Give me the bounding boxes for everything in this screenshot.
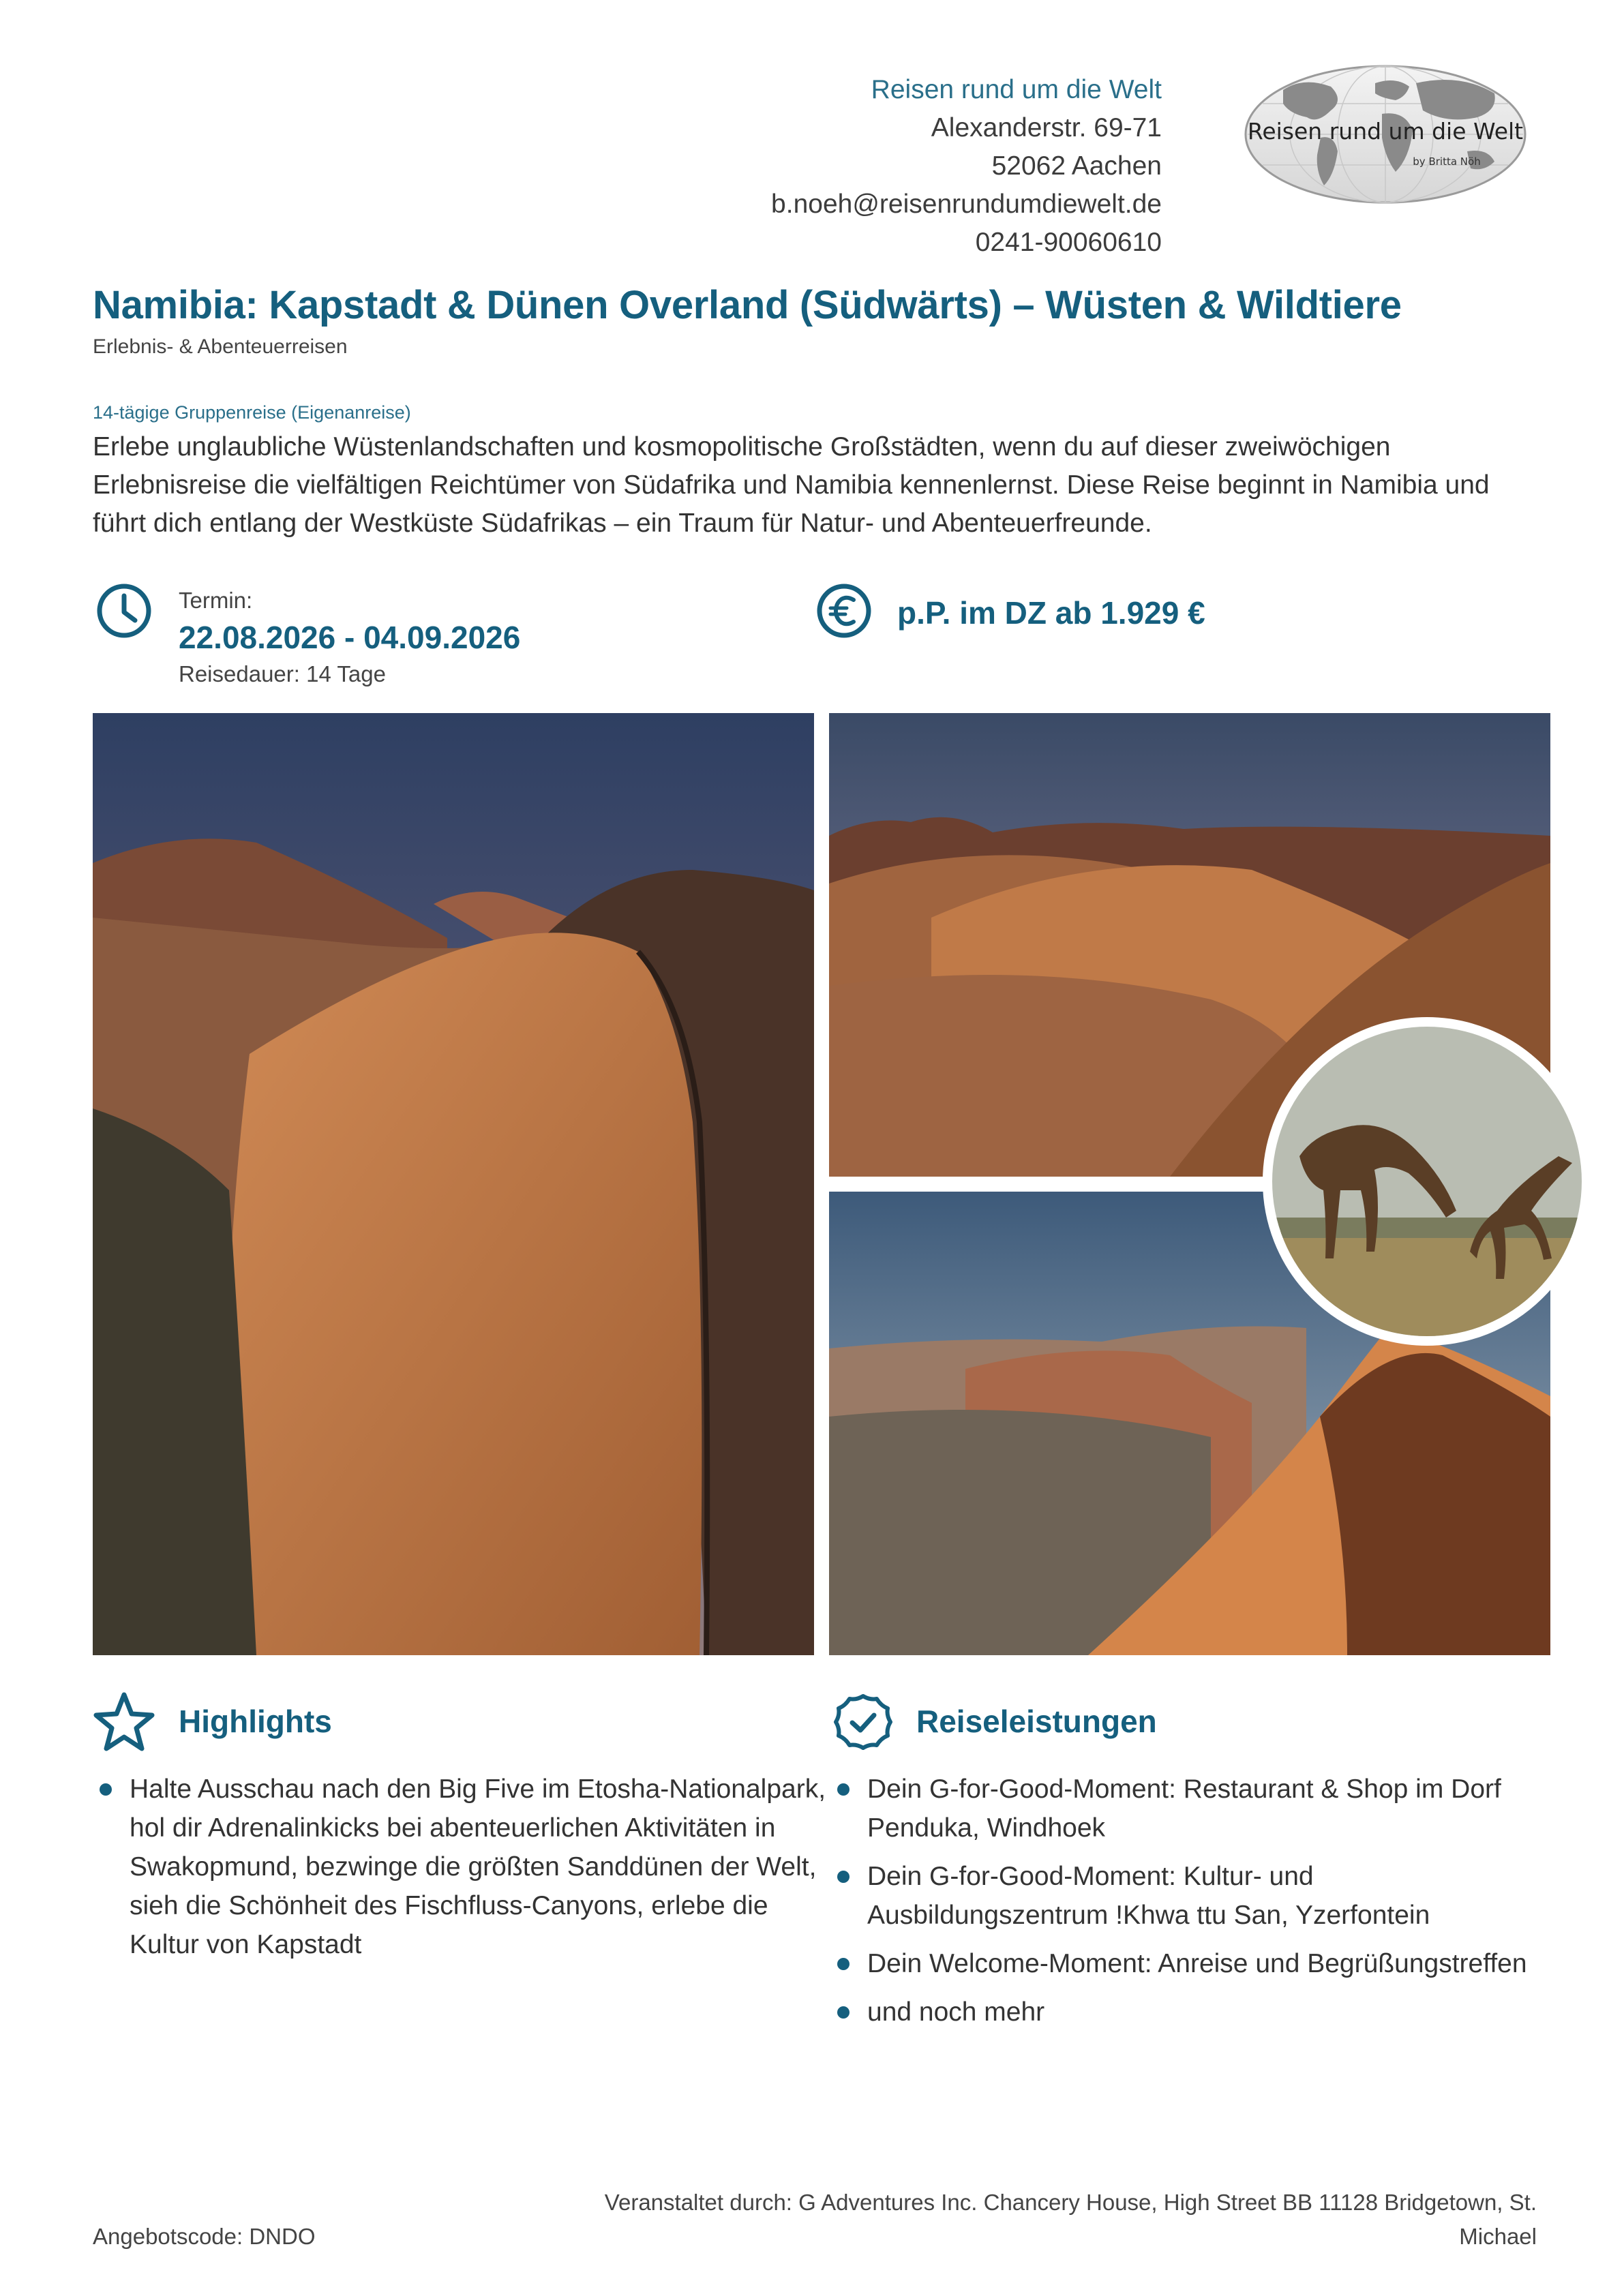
- city-address: 52062 Aachen: [991, 151, 1162, 181]
- logo-text: Reisen rund um die Welt: [1247, 118, 1524, 145]
- star-icon: [91, 1689, 157, 1755]
- termin-label: Termin:: [179, 588, 253, 613]
- trip-duration: Reisedauer: 14 Tage: [179, 661, 386, 686]
- company-logo: [1242, 63, 1529, 206]
- contact-block: [771, 71, 1162, 262]
- trip-category: Erlebnis- & Abenteuerreisen: [93, 335, 348, 358]
- euro-icon: [815, 582, 873, 639]
- trip-title: Namibia: Kapstadt & Dünen Overland (Südwärts) – Wüsten & Wildtiere: [93, 283, 1402, 327]
- giraffe-photo-circle: [1263, 1017, 1591, 1346]
- termin-dates: 22.08.2026 - 04.09.2026: [179, 620, 521, 655]
- dune-photo-large: [93, 713, 814, 1655]
- price-text: p.P. im DZ ab 1.929 €: [897, 595, 1205, 631]
- list-item: Dein G-for-Good-Moment: Kultur- und Ausbildungszentrum !Khwa ttu San, Yzerfontein: [830, 1857, 1553, 1935]
- list-item: und noch mehr: [830, 1993, 1553, 2031]
- logo-subtext: by Britta Nöh: [1413, 155, 1481, 168]
- list-item: Halte Ausschau nach den Big Five im Etosha-Nationalpark, hol dir Adrenalinkicks bei abenteuerlichen Aktivitäten in Swakopmund, bezwinge die größten Sanddünen der Welt, sieh die Schönheit des Fischfluss-Canyons, erlebe die Kultur von Kapstadt: [93, 1770, 829, 1964]
- street-address: Alexanderstr. 69-71: [931, 113, 1162, 142]
- list-item: Dein G-for-Good-Moment: Restaurant & Shop im Dorf Penduka, Windhoek: [830, 1770, 1553, 1847]
- highlights-list: [93, 1770, 829, 1974]
- check-badge-icon: [830, 1689, 896, 1755]
- services-list: [830, 1770, 1553, 2041]
- clock-icon: [95, 582, 153, 639]
- highlights-heading: Highlights: [179, 1704, 332, 1739]
- phone-number: 0241-90060610: [975, 228, 1162, 257]
- group-type: 14-tägige Gruppenreise (Eigenanreise): [93, 402, 411, 423]
- trip-intro: Erlebe unglaubliche Wüstenlandschaften und kosmopolitische Großstädten, wenn du auf dieser zweiwöchigen Erlebnisreise die vielfältigen Reichtümer von Südafrika und Namibia kennenlernst. Diese Reise beginnt in Namibia und führt dich entlang der Westküste Südafrikas – ein Traum für Natur- und Abenteuerfreunde.: [93, 432, 1490, 538]
- organizer-info: Veranstaltet durch: G Adventures Inc. Chancery House, High Street BB 11128 Bridgetown, St. Michael: [604, 2190, 1537, 2249]
- company-name: Reisen rund um die Welt: [871, 75, 1162, 104]
- offer-code: Angebotscode: DNDO: [93, 2224, 316, 2249]
- email-address[interactable]: b.noeh@reisenrundumdiewelt.de: [771, 190, 1162, 219]
- services-heading: Reiseleistungen: [916, 1704, 1157, 1739]
- list-item: Dein Welcome-Moment: Anreise und Begrüßungstreffen: [830, 1944, 1553, 1983]
